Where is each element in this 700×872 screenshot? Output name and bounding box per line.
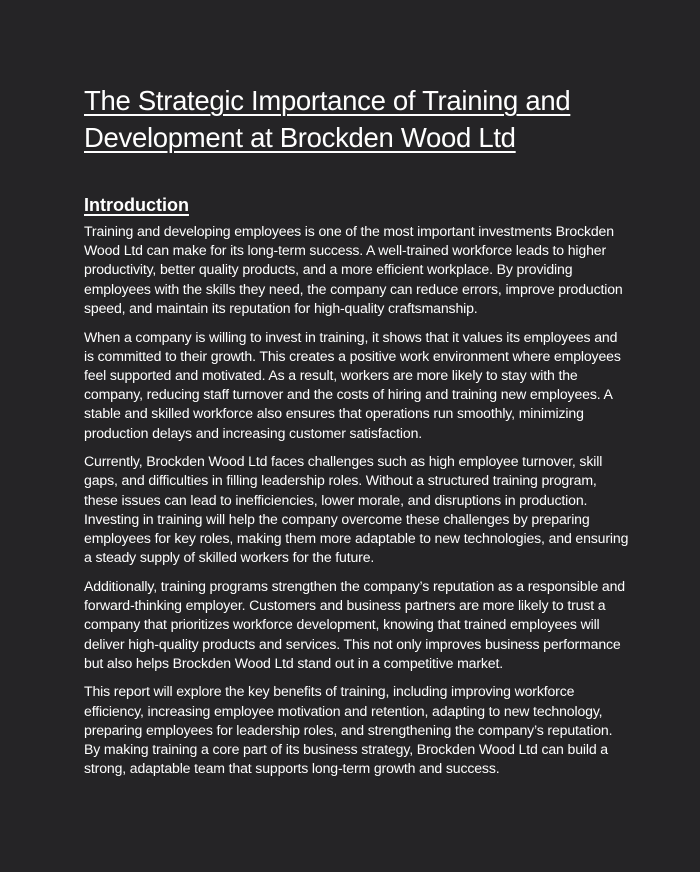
paragraph: This report will explore the key benefits of training, including improving workforce efficiency, increasing employee motivation and retention, adapting to new technology, preparing employees for leadership roles, and strengthening the company’s reputation. By making training a core part of its business strategy, Brockden Wood Ltd can build a strong, adaptable team that supports long-term growth and success. xyxy=(84,683,613,777)
section-heading-introduction: Introduction xyxy=(84,195,189,215)
paragraph: Currently, Brockden Wood Ltd faces challenges such as high employee turnover, skill gaps, and difficulties in filling leadership roles. Without a structured training program, these issues can lead to inefficiencies, lower morale, and disruptions in production. Investing in training will help the company overcome these challenges by preparing employees for key roles, making them more adaptable to new technologies, and ensuring a steady supply of skilled workers for the future. xyxy=(84,453,629,566)
paragraph: Training and developing employees is one of the most important investments Brockden Wood Ltd can make for its long-term success. A well-trained workforce leads to higher productivity, better quality products, and a more efficient workplace. By providing employees with the skills they need, the company can reduce errors, improve production speed, and maintain its reputation for high-quality craftsmanship. xyxy=(84,223,623,316)
introduction-body xyxy=(84,222,630,778)
paragraph: When a company is willing to invest in training, it shows that it values its employees and is committed to their growth. This creates a positive work environment where employees feel supported and motivated. As a result, workers are more likely to stay with the company, reducing staff turnover and the costs of hiring and training new employees. A stable and skilled workforce also ensures that operations run smoothly, minimizing production delays and increasing customer satisfaction. xyxy=(84,328,621,441)
paragraph: Additionally, training programs strengthen the company’s reputation as a responsible and forward-thinking employer. Customers and business partners are more likely to trust a company that prioritizes workforce development, knowing that trained employees will deliver high-quality products and services. This not only improves business performance but also helps Brockden Wood Ltd stand out in a competitive market. xyxy=(84,577,625,671)
document-title: The Strategic Importance of Training and Development at Brockden Wood Ltd xyxy=(84,85,571,153)
